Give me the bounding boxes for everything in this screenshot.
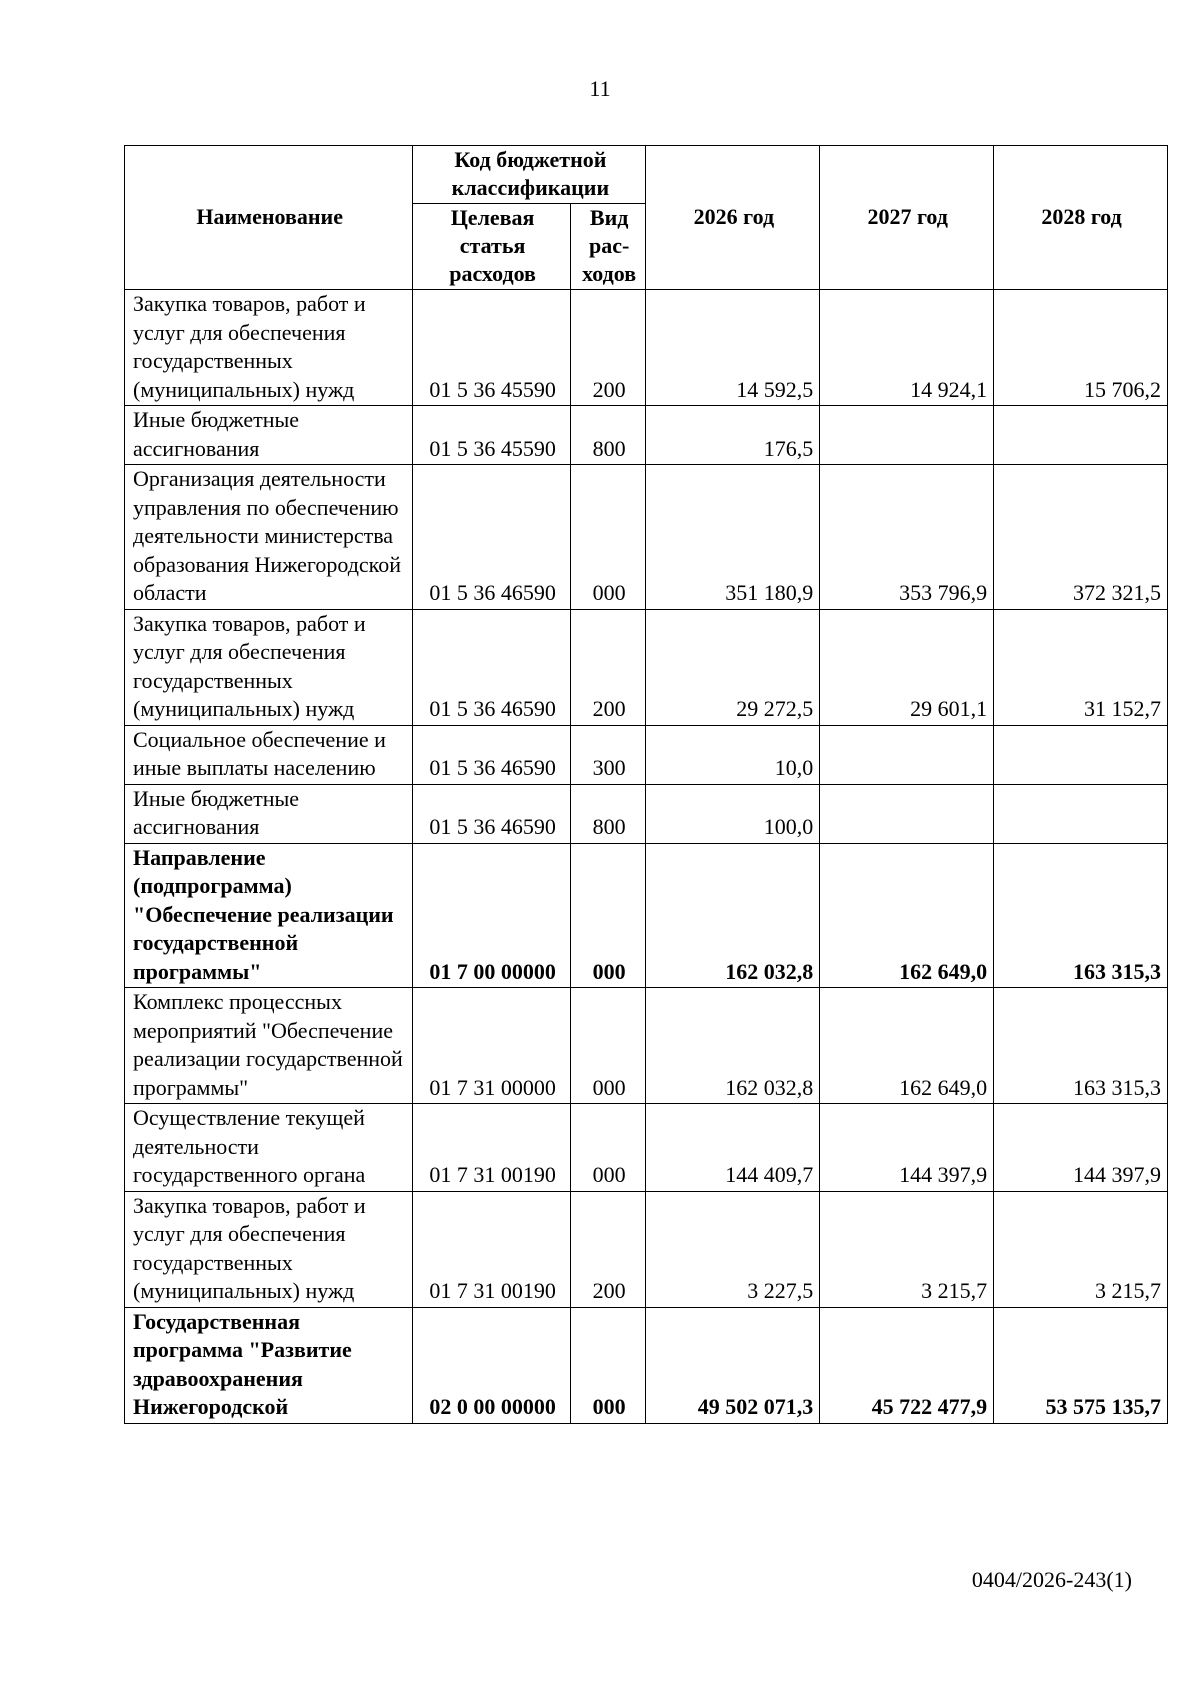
row-expense-type: 300 bbox=[570, 725, 646, 784]
row-value-2027: 144 397,9 bbox=[820, 1104, 994, 1192]
row-target-article: 01 5 36 45590 bbox=[413, 406, 570, 465]
row-name: Комплекс процессных мероприятий "Обеспечение реализации государственной программы" bbox=[125, 988, 413, 1104]
row-target-article: 02 0 00 00000 bbox=[413, 1307, 570, 1423]
header-year-2026: 2026 год bbox=[646, 146, 820, 290]
row-value-2027: 14 924,1 bbox=[820, 290, 994, 406]
row-target-article: 01 7 00 00000 bbox=[413, 843, 570, 988]
row-value-2027 bbox=[820, 784, 994, 843]
row-value-2026: 3 227,5 bbox=[646, 1191, 820, 1307]
row-name: Иные бюджетные ассигнования bbox=[125, 406, 413, 465]
table-row bbox=[125, 784, 1168, 843]
row-name: Закупка товаров, работ и услуг для обеспечения государственных (муниципальных) нужд bbox=[125, 1191, 413, 1307]
header-code-group: Код бюджетной классификации bbox=[413, 146, 646, 204]
row-expense-type: 000 bbox=[570, 988, 646, 1104]
row-value-2027 bbox=[820, 406, 994, 465]
table-row bbox=[125, 290, 1168, 406]
row-value-2027: 353 796,9 bbox=[820, 465, 994, 610]
row-name: Направление (подпрограмма) "Обеспечение реализации государственной программы" bbox=[125, 843, 413, 988]
header-name: Наименование bbox=[125, 146, 413, 290]
table-header bbox=[125, 146, 1168, 290]
row-value-2027: 29 601,1 bbox=[820, 609, 994, 725]
row-value-2028: 3 215,7 bbox=[994, 1191, 1168, 1307]
page-number: 11 bbox=[589, 76, 611, 101]
row-expense-type: 800 bbox=[570, 406, 646, 465]
row-value-2026: 162 032,8 bbox=[646, 843, 820, 988]
row-name: Осуществление текущей деятельности государственного органа bbox=[125, 1104, 413, 1192]
header-year-2028: 2028 год bbox=[994, 146, 1168, 290]
row-value-2027: 3 215,7 bbox=[820, 1191, 994, 1307]
table-row bbox=[125, 1307, 1168, 1423]
row-value-2026: 100,0 bbox=[646, 784, 820, 843]
row-name: Социальное обеспечение и иные выплаты населению bbox=[125, 725, 413, 784]
row-target-article: 01 5 36 46590 bbox=[413, 784, 570, 843]
row-expense-type: 800 bbox=[570, 784, 646, 843]
budget-table bbox=[124, 145, 1168, 1424]
row-value-2026: 10,0 bbox=[646, 725, 820, 784]
row-value-2028: 163 315,3 bbox=[994, 988, 1168, 1104]
row-value-2026: 176,5 bbox=[646, 406, 820, 465]
table-row bbox=[125, 725, 1168, 784]
row-name: Государственная программа "Развитие здравоохранения Нижегородской bbox=[125, 1307, 413, 1423]
table-row bbox=[125, 843, 1168, 988]
row-value-2026: 144 409,7 bbox=[646, 1104, 820, 1192]
row-target-article: 01 7 31 00190 bbox=[413, 1191, 570, 1307]
row-value-2028 bbox=[994, 725, 1168, 784]
row-expense-type: 000 bbox=[570, 1104, 646, 1192]
row-value-2028: 372 321,5 bbox=[994, 465, 1168, 610]
table-row bbox=[125, 465, 1168, 610]
table-row bbox=[125, 988, 1168, 1104]
header-expense-type: Вид рас- ходов bbox=[570, 204, 646, 290]
row-expense-type: 000 bbox=[570, 465, 646, 610]
row-expense-type: 200 bbox=[570, 609, 646, 725]
table-row bbox=[125, 1104, 1168, 1192]
table-body bbox=[125, 290, 1168, 1424]
row-value-2028: 144 397,9 bbox=[994, 1104, 1168, 1192]
document-code: 0404/2026-243(1) bbox=[971, 1567, 1132, 1592]
table-row bbox=[125, 406, 1168, 465]
row-value-2027: 45 722 477,9 bbox=[820, 1307, 994, 1423]
row-target-article: 01 5 36 46590 bbox=[413, 609, 570, 725]
row-value-2028 bbox=[994, 406, 1168, 465]
row-value-2028 bbox=[994, 784, 1168, 843]
row-expense-type: 200 bbox=[570, 290, 646, 406]
row-name: Организация деятельности управления по обеспечению деятельности министерства образования Нижегородской области bbox=[125, 465, 413, 610]
row-value-2027: 162 649,0 bbox=[820, 843, 994, 988]
row-value-2026: 162 032,8 bbox=[646, 988, 820, 1104]
row-target-article: 01 5 36 45590 bbox=[413, 290, 570, 406]
row-value-2028: 31 152,7 bbox=[994, 609, 1168, 725]
row-value-2026: 14 592,5 bbox=[646, 290, 820, 406]
row-expense-type: 000 bbox=[570, 1307, 646, 1423]
table-row bbox=[125, 609, 1168, 725]
row-value-2028: 53 575 135,7 bbox=[994, 1307, 1168, 1423]
row-name: Иные бюджетные ассигнования bbox=[125, 784, 413, 843]
row-target-article: 01 5 36 46590 bbox=[413, 725, 570, 784]
row-value-2028: 15 706,2 bbox=[994, 290, 1168, 406]
row-value-2026: 49 502 071,3 bbox=[646, 1307, 820, 1423]
row-name: Закупка товаров, работ и услуг для обеспечения государственных (муниципальных) нужд bbox=[125, 290, 413, 406]
row-target-article: 01 5 36 46590 bbox=[413, 465, 570, 610]
row-value-2026: 351 180,9 bbox=[646, 465, 820, 610]
row-name: Закупка товаров, работ и услуг для обеспечения государственных (муниципальных) нужд bbox=[125, 609, 413, 725]
row-value-2027: 162 649,0 bbox=[820, 988, 994, 1104]
row-value-2027 bbox=[820, 725, 994, 784]
row-expense-type: 000 bbox=[570, 843, 646, 988]
row-expense-type: 200 bbox=[570, 1191, 646, 1307]
header-year-2027: 2027 год bbox=[820, 146, 994, 290]
row-value-2026: 29 272,5 bbox=[646, 609, 820, 725]
row-value-2028: 163 315,3 bbox=[994, 843, 1168, 988]
header-target-article: Целевая статья расходов bbox=[413, 204, 570, 290]
table-row bbox=[125, 1191, 1168, 1307]
row-target-article: 01 7 31 00000 bbox=[413, 988, 570, 1104]
row-target-article: 01 7 31 00190 bbox=[413, 1104, 570, 1192]
